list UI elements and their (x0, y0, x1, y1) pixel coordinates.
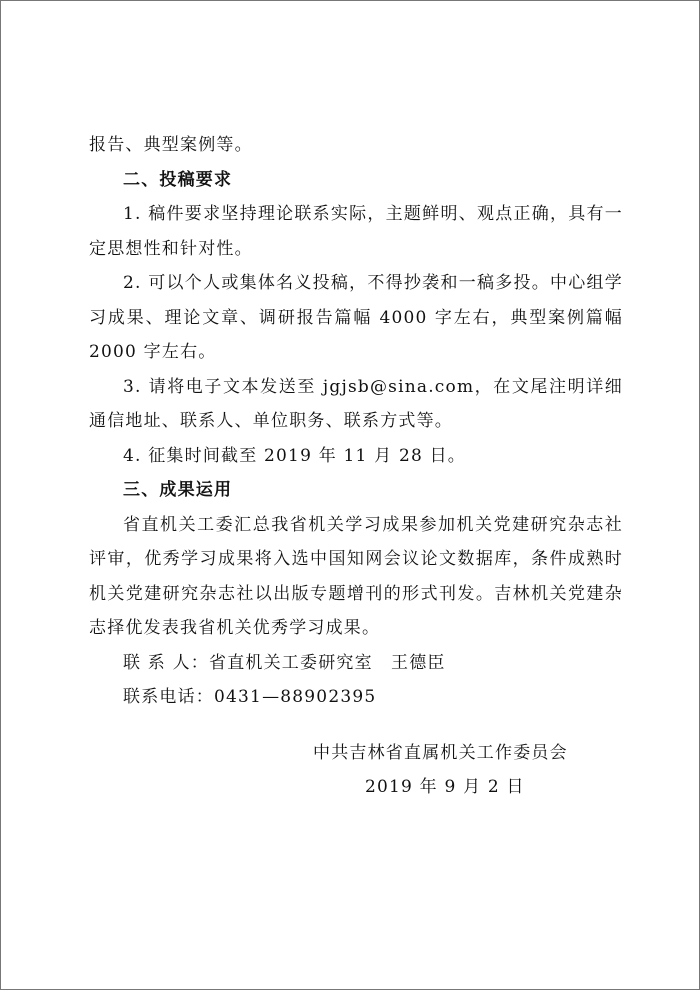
section-3-heading: 三、成果运用 (123, 480, 233, 500)
section-2-item-4: 4. 征集时间截至 2019 年 11 月 28 日。 (123, 445, 466, 466)
section-2-item-2: 2. 可以个人或集体名义投稿，不得抄袭和一稿多投。中心组学习成果、理论文章、调研报告篇幅 4000 字左右，典型案例篇幅 2000 字左右。 (89, 273, 623, 362)
contact-person: 联 系 人：省直机关工委研究室 王德臣 (123, 652, 446, 673)
document-body (89, 128, 623, 715)
intro-tail-paragraph: 报告、典型案例等。 (89, 135, 253, 155)
contact-phone: 联系电话：0431—88902395 (123, 687, 377, 707)
signature-organization: 中共吉林省直属机关工作委员会 (313, 743, 568, 763)
section-2-heading: 二、投稿要求 (123, 169, 233, 190)
signature-date: 2019 年 9 月 2 日 (365, 777, 525, 797)
section-2-item-3: 3. 请将电子文本发送至 jgjsb@sina.com，在文尾注明详细通信地址、联系人、单位职务、联系方式等。 (89, 376, 623, 431)
section-2-item-1: 1. 稿件要求坚持理论联系实际，主题鲜明、观点正确，具有一定思想性和针对性。 (89, 204, 623, 259)
section-3-body: 省直机关工委汇总我省机关学习成果参加机关党建研究杂志社评审，优秀学习成果将入选中国知网会议论文数据库，条件成熟时机关党建研究杂志社以出版专题增刊的形式刊发。吉林机关党建杂志择优发表我省机关优秀学习成果。 (89, 514, 623, 638)
